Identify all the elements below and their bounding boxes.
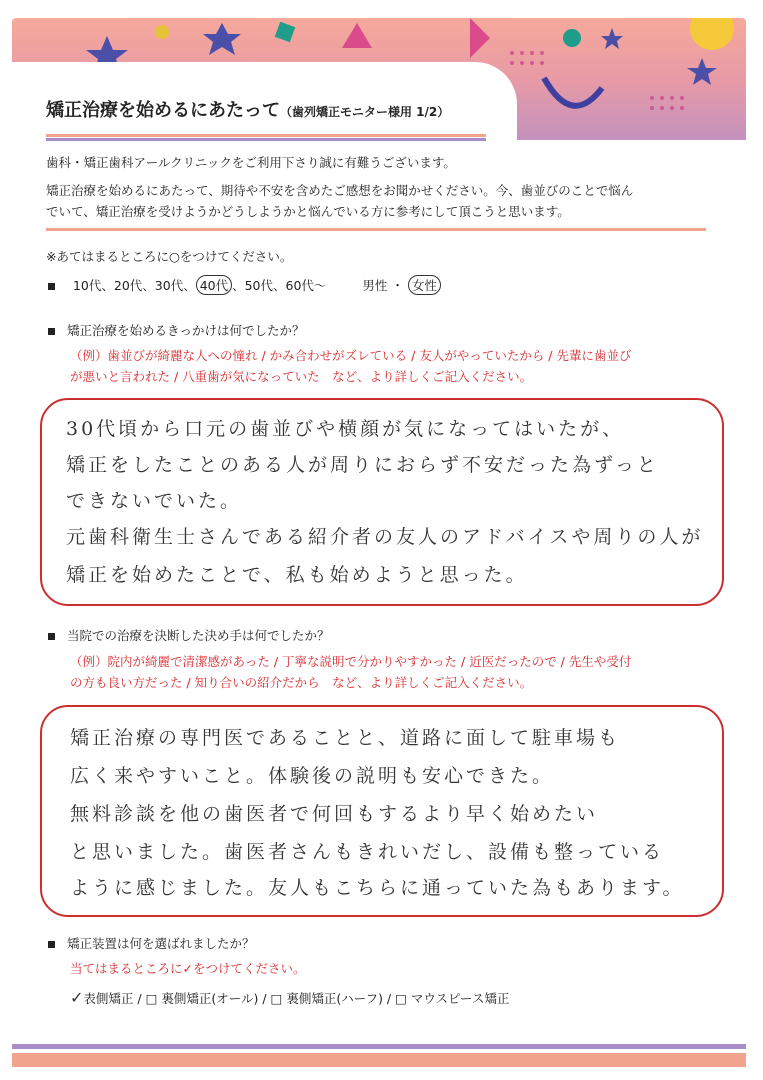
circle-shape <box>155 25 169 39</box>
intro-line-1: 歯科・矯正歯科アールクリニックをご利用下さり誠に有難うございます。 <box>46 155 456 170</box>
question-1 <box>48 321 305 339</box>
circle-shape <box>563 29 581 47</box>
answer-1-line: 矯正をしたことのある人が周りにおらず不安だった為ずっと <box>66 454 659 476</box>
page-title <box>46 96 449 122</box>
circle-shape <box>690 18 734 50</box>
option-lingual-half: □ 裏側矯正(ハーフ) / <box>270 991 396 1006</box>
bullet-square <box>48 941 55 948</box>
star-shape <box>203 23 241 55</box>
gender-selected: 女性 <box>408 275 441 295</box>
appliance-options <box>70 988 509 1007</box>
question-2 <box>48 626 330 644</box>
question-1-text: 矯正治療を始めるきっかけは何でしたか？ <box>67 323 305 338</box>
title-underline-purple <box>46 138 486 141</box>
title-text: 矯正治療を始めるにあたって <box>46 100 280 121</box>
answer-1-line: 30代頃から口元の歯並びや横顔が気になってはいたが、 <box>66 418 625 440</box>
divider-line <box>46 228 706 231</box>
bullet-square <box>48 328 55 335</box>
answer-1-line: 元歯科衛生士さんである紹介者の友人のアドバイスや周りの人が <box>66 526 704 548</box>
question-1-example-line-1: （例）歯並びが綺麗な人への憧れ / かみ合わせがズレている / 友人がやっていたから / 先輩に歯並び <box>70 348 632 363</box>
triangle-shape <box>470 18 490 58</box>
question-2-example-line-1: （例）院内が綺麗で清潔感があった / 丁寧な説明で分かりやすかった / 近医だったので / 先生や受付 <box>70 654 632 669</box>
answer-1-line: できないでいた。 <box>66 490 243 512</box>
footer-band-purple <box>12 1044 746 1049</box>
question-3-text: 矯正装置は何を選ばれましたか？ <box>67 936 255 951</box>
answer-2-line: ように感じました。友人もこちらに通っていた為もあります。 <box>70 877 685 899</box>
answer-2-line: と思いました。歯医者さんもきれいだし、設備も整っている <box>70 841 665 863</box>
title-underline-pink <box>46 134 486 137</box>
square-shape <box>275 22 296 43</box>
gender-male: 男性 <box>362 278 388 293</box>
bullet-square <box>48 283 55 290</box>
question-3 <box>48 934 255 952</box>
triangle-shape <box>342 23 372 48</box>
age-selected: 40代 <box>196 275 232 295</box>
question-3-instruction: 当てはまるところに✓をつけてください。 <box>70 961 306 976</box>
option-lingual-full: □ 裏側矯正(オール) / <box>145 991 271 1006</box>
footer-band-pink <box>12 1053 746 1067</box>
instruction-note: ※あてはまるところに○をつけてください。 <box>46 249 293 264</box>
question-2-text: 当院での治療を決断した決め手は何でしたか？ <box>67 628 330 643</box>
intro-line-2: 矯正治療を始めるにあたって、期待や不安を含めたご感想をお聞かせください。今、歯並びのことで悩ん <box>46 183 634 198</box>
profile-row <box>48 275 441 295</box>
answer-1-line: 矯正を始めたことで、私も始めようと思った。 <box>66 564 528 586</box>
answer-2-line: 広く来やすいこと。体験後の説明も安心できた。 <box>70 765 555 787</box>
gender-separator: ・ <box>391 278 404 293</box>
option-mouthpiece: □ マウスピース矯正 <box>395 991 510 1006</box>
star-shape <box>601 28 623 49</box>
question-1-example-line-2: が悪いと言われた / 八重歯が気になっていた など、より詳しくご記入ください。 <box>70 369 533 384</box>
star-shape <box>687 58 717 85</box>
age-options-after: 、50代、60代～ <box>232 278 327 293</box>
wave-shape <box>544 78 602 106</box>
answer-1-box <box>40 398 724 606</box>
age-options-before: 10代、20代、30代、 <box>72 278 196 293</box>
bullet-square <box>48 633 55 640</box>
answer-2-line: 矯正治療の専門医であることと、道路に面して駐車場も <box>70 727 621 749</box>
intro-line-3: でいて、矯正治療を受けようかどうしようかと悩んでいる方に参考にして頂こうと思います。 <box>46 204 570 219</box>
answer-2-box <box>40 705 724 917</box>
check-mark-icon: ✓ <box>70 988 84 1007</box>
dot-pattern <box>510 51 684 110</box>
answer-2-line: 無料診談を他の歯医者で何回もするより早く始めたい <box>70 803 599 825</box>
question-2-example-line-2: の方も良い方だった / 知り合いの紹介だから など、より詳しくご記入ください。 <box>70 675 533 690</box>
option-front-appliance: 表側矯正 / <box>83 991 146 1006</box>
title-subtitle: （歯列矯正モニター様用 1/2） <box>280 105 450 119</box>
